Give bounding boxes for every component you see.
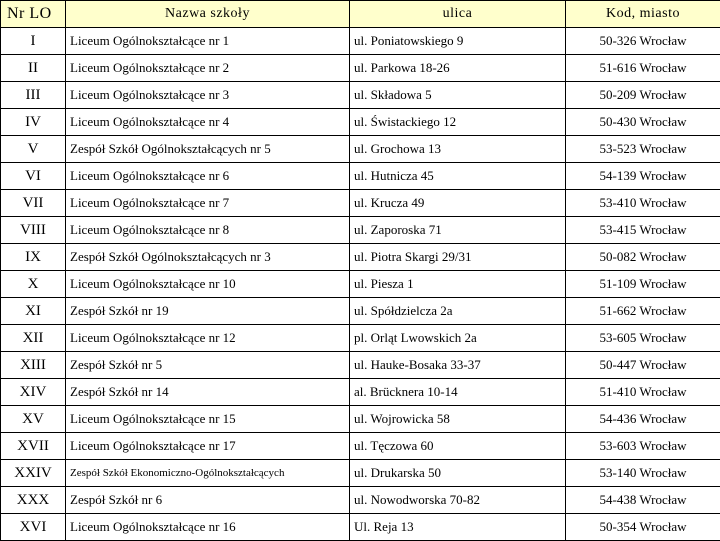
- table-row: [1, 379, 720, 406]
- row-street: ul. Grochowa 13: [350, 136, 566, 163]
- row-code: 54-139 Wrocław: [566, 163, 720, 190]
- row-street: ul. Wojrowicka 58: [350, 406, 566, 433]
- row-street: ul. Poniatowskiego 9: [350, 28, 566, 55]
- row-nr: IV: [1, 109, 66, 136]
- row-nr: II: [1, 55, 66, 82]
- row-street: ul. Hutnicza 45: [350, 163, 566, 190]
- table-row: [1, 244, 720, 271]
- row-street: ul. Nowodworska 70-82: [350, 487, 566, 514]
- row-street: ul. Krucza 49: [350, 190, 566, 217]
- row-nr: I: [1, 28, 66, 55]
- table-row: [1, 82, 720, 109]
- table-row: [1, 298, 720, 325]
- table-row: [1, 433, 720, 460]
- row-code: 53-603 Wrocław: [566, 433, 720, 460]
- row-code: 53-605 Wrocław: [566, 325, 720, 352]
- row-nr: VIII: [1, 217, 66, 244]
- row-code: 50-082 Wrocław: [566, 244, 720, 271]
- table-row: [1, 460, 720, 487]
- table-row: [1, 406, 720, 433]
- row-name: Liceum Ogólnokształcące nr 15: [66, 406, 350, 433]
- header-name: Nazwa szkoły: [66, 1, 350, 28]
- row-street: ul. Świstackiego 12: [350, 109, 566, 136]
- header-street: ulica: [350, 1, 566, 28]
- row-nr: III: [1, 82, 66, 109]
- row-name: Liceum Ogólnokształcące nr 8: [66, 217, 350, 244]
- row-name: Zespół Szkół Ogólnokształcących nr 3: [66, 244, 350, 271]
- row-name: Liceum Ogólnokształcące nr 17: [66, 433, 350, 460]
- table-row: [1, 109, 720, 136]
- row-nr: VII: [1, 190, 66, 217]
- row-street: al. Brücknera 10-14: [350, 379, 566, 406]
- row-street: ul. Piesza 1: [350, 271, 566, 298]
- header-row: [1, 1, 720, 28]
- row-code: 53-410 Wrocław: [566, 190, 720, 217]
- row-name: Zespół Szkół nr 5: [66, 352, 350, 379]
- row-code: 50-209 Wrocław: [566, 82, 720, 109]
- table-row: [1, 325, 720, 352]
- table-row: [1, 190, 720, 217]
- row-nr: XXIV: [1, 460, 66, 487]
- row-name: Zespół Szkół nr 14: [66, 379, 350, 406]
- row-code: 50-447 Wrocław: [566, 352, 720, 379]
- row-nr: XVI: [1, 514, 66, 541]
- row-nr: XIII: [1, 352, 66, 379]
- table-row: [1, 163, 720, 190]
- row-nr: IX: [1, 244, 66, 271]
- table-row: [1, 217, 720, 244]
- table-row: [1, 352, 720, 379]
- row-code: 51-616 Wrocław: [566, 55, 720, 82]
- row-name: Liceum Ogólnokształcące nr 6: [66, 163, 350, 190]
- row-name: Zespół Szkół nr 6: [66, 487, 350, 514]
- row-street: Ul. Reja 13: [350, 514, 566, 541]
- row-nr: XV: [1, 406, 66, 433]
- row-street: ul. Parkowa 18-26: [350, 55, 566, 82]
- header-nr: Nr LO: [1, 1, 66, 28]
- row-name: Zespół Szkół Ekonomiczno-Ogólnokształcących: [66, 460, 350, 487]
- row-nr: XIV: [1, 379, 66, 406]
- row-street: ul. Hauke-Bosaka 33-37: [350, 352, 566, 379]
- table-row: [1, 271, 720, 298]
- row-street: ul. Zaporoska 71: [350, 217, 566, 244]
- table-row: [1, 28, 720, 55]
- row-code: 51-410 Wrocław: [566, 379, 720, 406]
- row-nr: XXX: [1, 487, 66, 514]
- row-street: ul. Drukarska 50: [350, 460, 566, 487]
- row-code: 51-109 Wrocław: [566, 271, 720, 298]
- row-code: 54-436 Wrocław: [566, 406, 720, 433]
- header-code-city: Kod, miasto: [566, 1, 720, 28]
- row-nr: V: [1, 136, 66, 163]
- row-name: Liceum Ogólnokształcące nr 10: [66, 271, 350, 298]
- table-row: [1, 514, 720, 541]
- row-name: Liceum Ogólnokształcące nr 16: [66, 514, 350, 541]
- row-name: Liceum Ogólnokształcące nr 1: [66, 28, 350, 55]
- row-code: 53-523 Wrocław: [566, 136, 720, 163]
- row-nr: X: [1, 271, 66, 298]
- row-nr: XI: [1, 298, 66, 325]
- row-street: ul. Składowa 5: [350, 82, 566, 109]
- row-code: 54-438 Wrocław: [566, 487, 720, 514]
- table-row: [1, 487, 720, 514]
- table-row: [1, 55, 720, 82]
- row-code: 50-430 Wrocław: [566, 109, 720, 136]
- row-street: ul. Spółdzielcza 2a: [350, 298, 566, 325]
- row-nr: XII: [1, 325, 66, 352]
- row-code: 53-140 Wrocław: [566, 460, 720, 487]
- row-street: pl. Orląt Lwowskich 2a: [350, 325, 566, 352]
- row-name: Liceum Ogólnokształcące nr 7: [66, 190, 350, 217]
- row-nr: XVII: [1, 433, 66, 460]
- row-code: 50-326 Wrocław: [566, 28, 720, 55]
- row-name: Liceum Ogólnokształcące nr 3: [66, 82, 350, 109]
- row-name: Zespół Szkół Ogólnokształcących nr 5: [66, 136, 350, 163]
- row-code: 50-354 Wrocław: [566, 514, 720, 541]
- row-nr: VI: [1, 163, 66, 190]
- row-name: Zespół Szkół nr 19: [66, 298, 350, 325]
- row-name: Liceum Ogólnokształcące nr 12: [66, 325, 350, 352]
- row-code: 53-415 Wrocław: [566, 217, 720, 244]
- table-row: [1, 136, 720, 163]
- row-street: ul. Piotra Skargi 29/31: [350, 244, 566, 271]
- row-name: Liceum Ogólnokształcące nr 4: [66, 109, 350, 136]
- row-code: 51-662 Wrocław: [566, 298, 720, 325]
- row-street: ul. Tęczowa 60: [350, 433, 566, 460]
- row-name: Liceum Ogólnokształcące nr 2: [66, 55, 350, 82]
